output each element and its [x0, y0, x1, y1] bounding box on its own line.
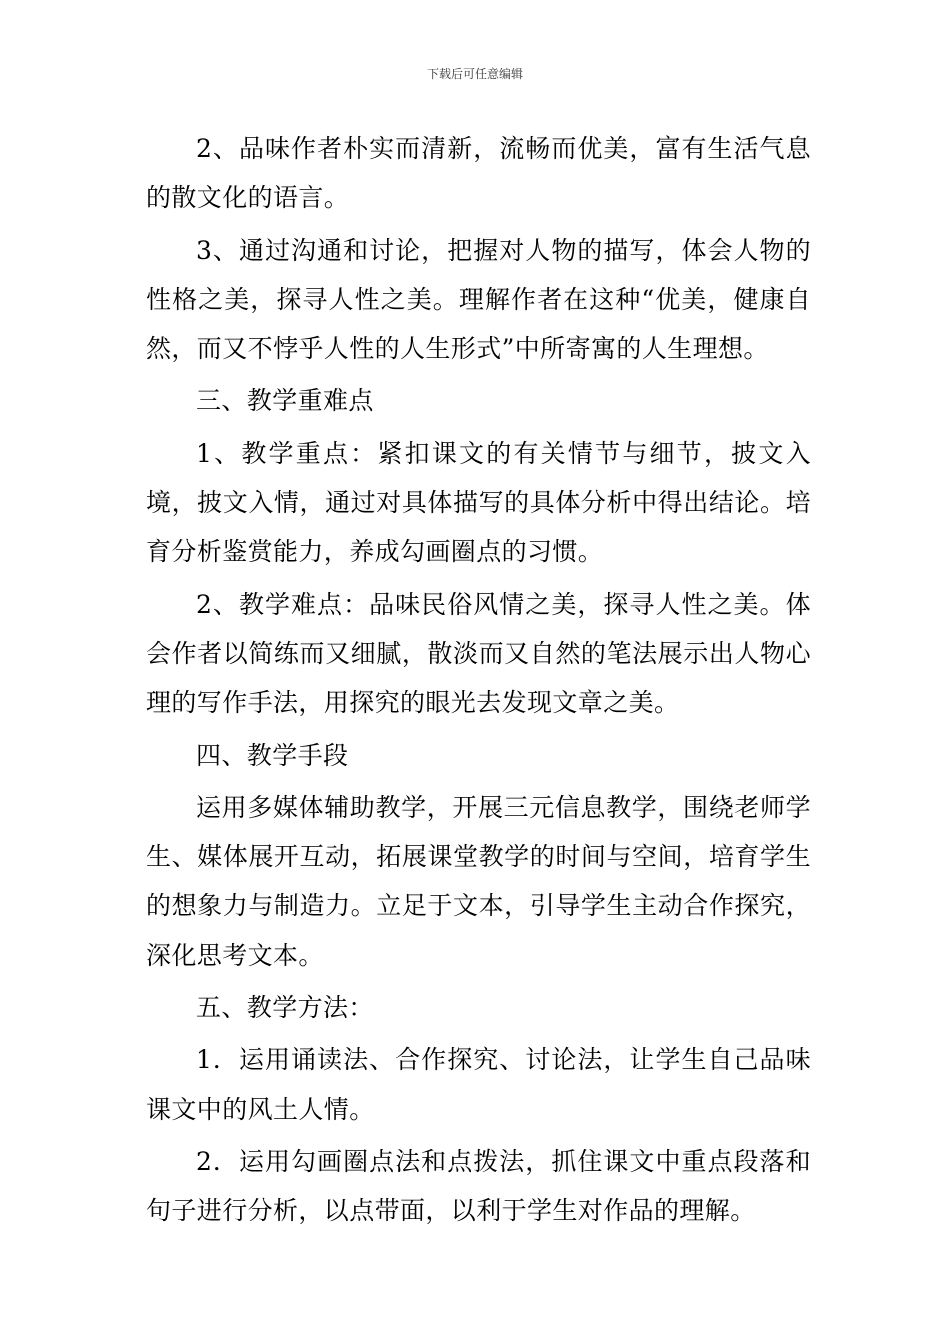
document-body [146, 124, 811, 1239]
section-heading-key-difficult-points: 三、教学重难点 [196, 386, 374, 416]
paragraph-key-point: 1、教学重点：紧扣课文的有关情节与细节，披文入境，披文入情，通过对具体描写的具体分析中得出结论。培育分析鉴赏能力，养成勾画圈点的习惯。 [146, 438, 811, 567]
paragraph-difficult-point: 2、教学难点：品味民俗风情之美，探寻人性之美。体会作者以简练而又细腻，散淡而又自然的笔法展示出人物心理的写作手法，用探究的眼光去发现文章之美。 [146, 589, 811, 718]
paragraph-method-2: 2．运用勾画圈点法和点拨法，抓住课文中重点段落和句子进行分析，以点带面，以利于学生对作品的理解。 [146, 1146, 811, 1226]
section-heading-teaching-means: 四、教学手段 [196, 740, 349, 770]
paragraph-method-1: 1．运用诵读法、合作探究、讨论法，让学生自己品味课文中的风土人情。 [146, 1045, 811, 1124]
paragraph-teaching-means: 运用多媒体辅助教学，开展三元信息教学，围绕老师学生、媒体展开互动，拓展课堂教学的时间与空间，培育学生的想象力与制造力。立足于文本，引导学生主动合作探究，深化思考文本。 [146, 792, 811, 970]
paragraph-objective-2: 2、品味作者朴实而清新，流畅而优美，富有生活气息的散文化的语言。 [146, 134, 811, 213]
paragraph-objective-3: 3、通过沟通和讨论，把握对人物的描写，体会人物的性格之美，探寻人性之美。理解作者在这种“优美，健康自然，而又不悖乎人性的人生形式”中所寄寓的人生理想。 [146, 235, 811, 364]
section-heading-teaching-methods: 五、教学方法： [196, 993, 374, 1023]
page-header: 下载后可任意编辑 [426, 67, 523, 81]
